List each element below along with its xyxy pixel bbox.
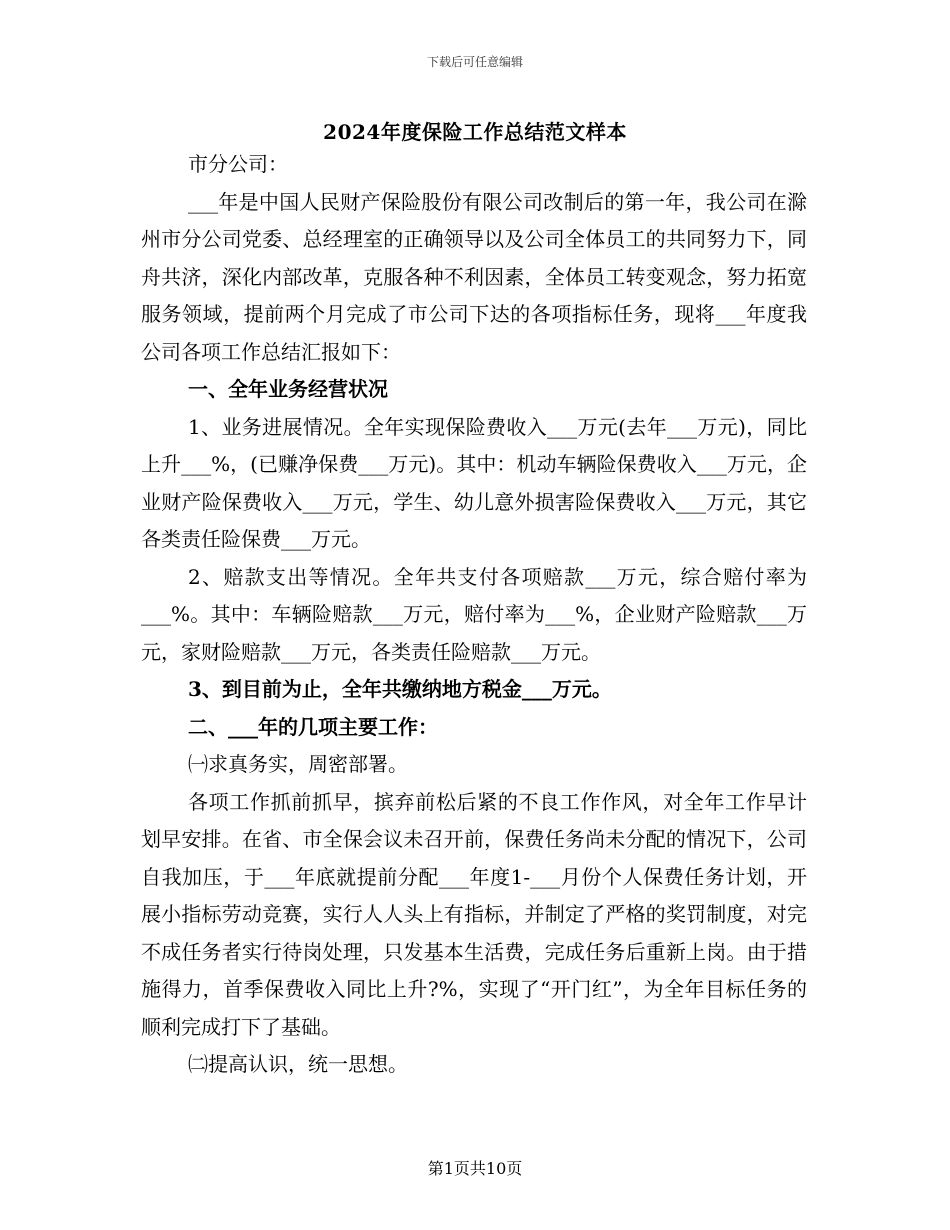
section-heading-2: 二、___年的几项主要工作： [188,714,438,739]
tax-paragraph: 3、到目前为止，全年共缴纳地方税金___万元。 [188,677,612,701]
intro-paragraph: ___年是中国人民财产保险股份有限公司改制后的第一年，我公司在滁州市分公司党委、总经理室的正确领导以及公司全体员工的共同努力下，同舟共济，深化内部改革，克服各种不利因素，全体员工转变观念，努力拓宽服务领域，提前两个月完成了市公司下达的各项指标任务，现将___年度我公司各项工作总结汇报如下： [141,189,807,364]
section-heading-1: 一、全年业务经营状况 [188,377,388,401]
document-body [141,146,807,1084]
claims-paragraph: 2、赔款支出等情况。全年共支付各项赔款___万元，综合赔付率为___%。其中：车辆险赔款___万元，赔付率为___%，企业财产险赔款___万元，家财险赔款___万元，各类责任险赔款___万元。 [141,564,807,664]
header-note: 下载后可任意编辑 [426,55,523,69]
business-progress-paragraph: 1、业务进展情况。全年实现保险费收入___万元(去年___万元)，同比上升___%，(已赚净保费___万元)。其中：机动车辆险保费收入___万元，企业财产险保费收入___万元，学生、幼儿意外损害险保费收入___万元，其它各类责任险保费___万元。 [141,414,807,551]
subheading-1: ㈠求真务实，周密部署。 [188,752,408,776]
page-footer: 第1页共10页 [427,1159,523,1178]
document-title: 2024年度保险工作总结范文样本 [323,120,627,144]
salutation: 市分公司： [188,152,288,176]
work-plan-paragraph: 各项工作抓前抓早，摈弃前松后紧的不良工作作风，对全年工作早计划早安排。在省、市全保会议未召开前，保费任务尚未分配的情况下，公司自我加压，于___年底就提前分配___年度1-___月份个人保费任务计划，开展小指标劳动竞赛，实行人人头上有指标，并制定了严格的奖罚制度，对完不成任务者实行待岗处理，只发基本生活费，完成任务后重新上岗。由于措施得力，首季保费收入同比上升?%，实现了“开门红”，为全年目标任务的顺利完成打下了基础。 [141,789,807,1039]
subheading-2: ㈡提高认识，统一思想。 [188,1052,408,1076]
